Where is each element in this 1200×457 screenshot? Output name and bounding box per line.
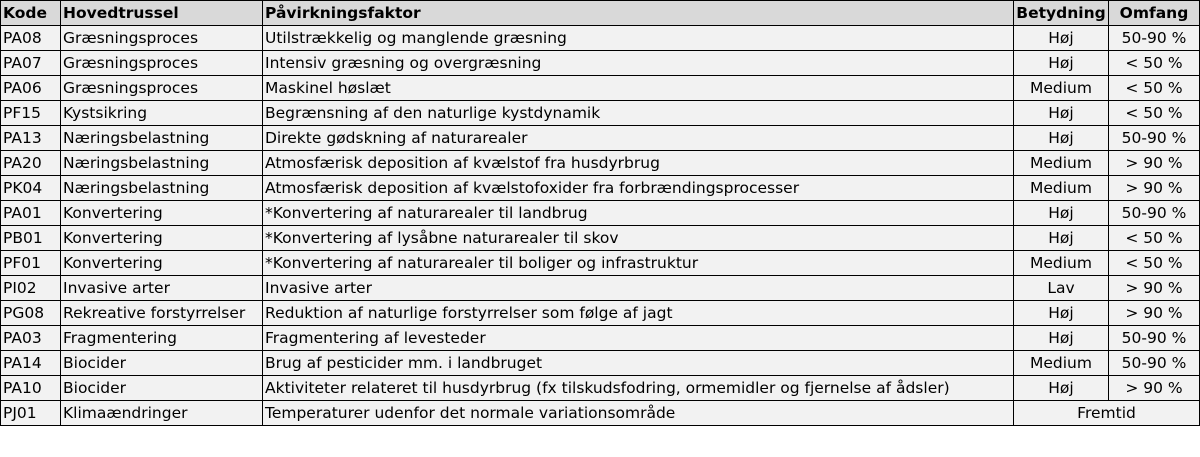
cell-betydning: Høj	[1014, 126, 1109, 151]
table-body	[1, 26, 1200, 426]
cell-faktor: Atmosfærisk deposition af kvælstofoxider fra forbrændingsprocesser	[263, 176, 1014, 201]
cell-omfang: < 50 %	[1109, 226, 1200, 251]
cell-faktor: Intensiv græsning og overgræsning	[263, 51, 1014, 76]
table-row	[1, 251, 1200, 276]
cell-hovedtrussel: Invasive arter	[61, 276, 263, 301]
cell-omfang: < 50 %	[1109, 251, 1200, 276]
cell-omfang: > 90 %	[1109, 151, 1200, 176]
cell-faktor: Utilstrækkelig og manglende græsning	[263, 26, 1014, 51]
cell-faktor: Aktiviteter relateret til husdyrbrug (fx tilskudsfodring, ormemidler og fjernelse af ådsler)	[263, 376, 1014, 401]
cell-hovedtrussel: Græsningsproces	[61, 26, 263, 51]
table-row	[1, 376, 1200, 401]
cell-betydning: Medium	[1014, 351, 1109, 376]
cell-hovedtrussel: Rekreative forstyrrelser	[61, 301, 263, 326]
cell-omfang: > 90 %	[1109, 301, 1200, 326]
table-row	[1, 276, 1200, 301]
cell-kode: PA20	[1, 151, 61, 176]
cell-omfang: > 90 %	[1109, 176, 1200, 201]
cell-kode: PA01	[1, 201, 61, 226]
cell-kode: PA06	[1, 76, 61, 101]
cell-hovedtrussel: Græsningsproces	[61, 51, 263, 76]
cell-hovedtrussel: Konvertering	[61, 226, 263, 251]
cell-faktor: *Konvertering af naturarealer til landbrug	[263, 201, 1014, 226]
cell-betydning: Høj	[1014, 326, 1109, 351]
cell-omfang: 50-90 %	[1109, 126, 1200, 151]
cell-omfang: < 50 %	[1109, 76, 1200, 101]
cell-faktor: *Konvertering af naturarealer til boliger og infrastruktur	[263, 251, 1014, 276]
cell-omfang: 50-90 %	[1109, 351, 1200, 376]
cell-faktor: Begrænsning af den naturlige kystdynamik	[263, 101, 1014, 126]
cell-hovedtrussel: Konvertering	[61, 201, 263, 226]
table-row	[1, 301, 1200, 326]
cell-faktor: Reduktion af naturlige forstyrrelser som følge af jagt	[263, 301, 1014, 326]
table-row	[1, 151, 1200, 176]
cell-betydning: Høj	[1014, 201, 1109, 226]
cell-betydning: Medium	[1014, 176, 1109, 201]
cell-hovedtrussel: Konvertering	[61, 251, 263, 276]
cell-betydning: Høj	[1014, 26, 1109, 51]
table-row	[1, 326, 1200, 351]
table-row-last	[1, 401, 1200, 426]
cell-kode: PF15	[1, 101, 61, 126]
cell-omfang: 50-90 %	[1109, 201, 1200, 226]
header-row	[1, 1, 1200, 26]
cell-faktor: Direkte gødskning af naturarealer	[263, 126, 1014, 151]
header-faktor: Påvirkningsfaktor	[263, 1, 1014, 26]
cell-kode: PA10	[1, 376, 61, 401]
cell-kode: PA13	[1, 126, 61, 151]
table-row	[1, 76, 1200, 101]
table-row	[1, 51, 1200, 76]
header-kode: Kode	[1, 1, 61, 26]
table-row	[1, 176, 1200, 201]
cell-betydning: Høj	[1014, 226, 1109, 251]
cell-omfang: > 90 %	[1109, 276, 1200, 301]
cell-betydning: Medium	[1014, 251, 1109, 276]
table-row	[1, 201, 1200, 226]
table-row	[1, 126, 1200, 151]
cell-kode: PI02	[1, 276, 61, 301]
cell-hovedtrussel: Næringsbelastning	[61, 151, 263, 176]
cell-hovedtrussel: Biocider	[61, 376, 263, 401]
cell-omfang: 50-90 %	[1109, 326, 1200, 351]
cell-kode: PJ01	[1, 401, 61, 426]
cell-faktor: Brug af pesticider mm. i landbruget	[263, 351, 1014, 376]
cell-kode: PA03	[1, 326, 61, 351]
cell-betydning: Høj	[1014, 301, 1109, 326]
cell-kode: PF01	[1, 251, 61, 276]
cell-omfang: > 90 %	[1109, 376, 1200, 401]
cell-faktor: Invasive arter	[263, 276, 1014, 301]
cell-hovedtrussel: Fragmentering	[61, 326, 263, 351]
cell-kode: PA08	[1, 26, 61, 51]
cell-faktor: Atmosfærisk deposition af kvælstof fra husdyrbrug	[263, 151, 1014, 176]
cell-faktor: Maskinel høslæt	[263, 76, 1014, 101]
cell-omfang: < 50 %	[1109, 101, 1200, 126]
cell-betydning: Høj	[1014, 376, 1109, 401]
cell-faktor: *Konvertering af lysåbne naturarealer til skov	[263, 226, 1014, 251]
cell-hovedtrussel: Næringsbelastning	[61, 126, 263, 151]
cell-kode: PB01	[1, 226, 61, 251]
header-omfang: Omfang	[1109, 1, 1200, 26]
cell-betydning: Høj	[1014, 101, 1109, 126]
cell-kode: PA07	[1, 51, 61, 76]
header-hovedtrussel: Hovedtrussel	[61, 1, 263, 26]
table-row	[1, 101, 1200, 126]
cell-betydning: Medium	[1014, 151, 1109, 176]
cell-kode: PK04	[1, 176, 61, 201]
cell-betydning: Lav	[1014, 276, 1109, 301]
cell-hovedtrussel: Biocider	[61, 351, 263, 376]
cell-kode: PA14	[1, 351, 61, 376]
table-row	[1, 351, 1200, 376]
cell-hovedtrussel: Kystsikring	[61, 101, 263, 126]
header-betydning: Betydning	[1014, 1, 1109, 26]
cell-hovedtrussel: Næringsbelastning	[61, 176, 263, 201]
table-row	[1, 226, 1200, 251]
cell-kode: PG08	[1, 301, 61, 326]
table-row	[1, 26, 1200, 51]
cell-faktor: Temperaturer udenfor det normale variationsområde	[263, 401, 1014, 426]
cell-betydning: Høj	[1014, 51, 1109, 76]
cell-faktor: Fragmentering af levesteder	[263, 326, 1014, 351]
cell-omfang: < 50 %	[1109, 51, 1200, 76]
cell-hovedtrussel: Klimaændringer	[61, 401, 263, 426]
cell-hovedtrussel: Græsningsproces	[61, 76, 263, 101]
cell-merged-status: Fremtid	[1014, 401, 1200, 426]
cell-omfang: 50-90 %	[1109, 26, 1200, 51]
cell-betydning: Medium	[1014, 76, 1109, 101]
